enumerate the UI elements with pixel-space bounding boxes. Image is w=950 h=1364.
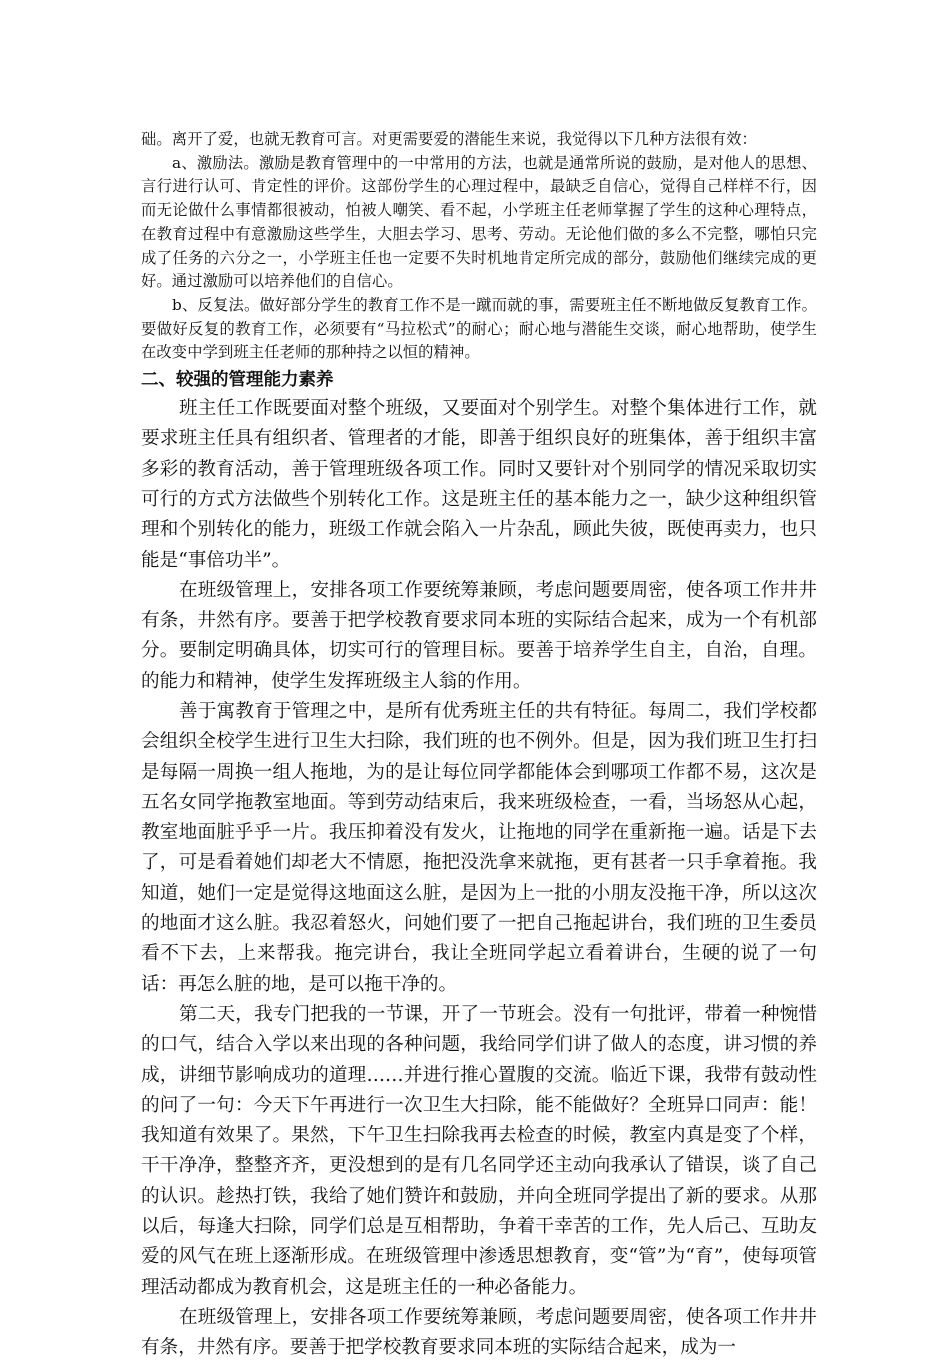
paragraph-method-a: a、激励法。激励是教育管理中的一中常用的方法，也就是通常所说的鼓励，是对他人的思想、言行进行认可、肯定性的评价。这部份学生的心理过程中，最缺乏自信心，觉得自己样样不行，因而无论做什么事情都很被动，怕被人嘲笑、看不起，小学班主任老师掌握了学生的这种心理特点，在教育过程中有意激励这些学生，大胆去学习、思考、劳动。无论他们做的多么不完整，哪怕只完成了任务的六分之一，小学班主任也一定要不失时机地肯定所完成的部分，鼓励他们继续完成的更好。通过激励可以培养他们的自信心。	[141, 153, 817, 291]
paragraph-method-b: b、反复法。做好部分学生的教育工作不是一蹴而就的事，需要班主任不断地做反复教育工作。要做好反复的教育工作，必须要有“马拉松式”的耐心；耐心地与潜能生交谈，耐心地帮助，使学生在改变中学到班主任老师的那种持之以恒的精神。	[141, 295, 817, 362]
paragraph-continuation: 础。离开了爱，也就无教育可言。对更需要爱的潜能生来说，我觉得以下几种方法很有效：	[141, 130, 757, 148]
paragraph-management-intro: 班主任工作既要面对整个班级，又要面对个别学生。对整个集体进行工作，就要求班主任具有组织者、管理者的才能，即善于组织良好的班集体，善于组织丰富多彩的教育活动，善于管理班级各项工作。同时又要针对个别同学的情况采取切实可行的方式方法做些个别转化工作。这是班主任的基本能力之一，缺少这种组织管理和个别转化的能力，班级工作就会陷入一片杂乱，顾此失彼，既使再卖力，也只能是“事倍功半”。	[141, 398, 817, 571]
paragraph-cleaning-story: 善于寓教育于管理之中，是所有优秀班主任的共有特征。每周二，我们学校都会组织全校学生进行卫生大扫除，我们班的也不例外。但是，因为我们班卫生打扫是每隔一周换一组人拖地，为的是让每位同学都能体会到哪项工作都不易，这次是五名女同学拖教室地面。等到劳动结束后，我来班级检查，一看，当场怒从心起，教室地面脏乎乎一片。我压抑着没有发火，让拖地的同学在重新拖一遍。话是下去了，可是看着她们却老大不情愿，拖把没洗拿来就拖，更有甚者一只手拿着拖。我知道，她们一定是觉得这地面这么脏，是因为上一批的小朋友没拖干净，所以这次的地面才这么脏。我忍着怒火，问她们要了一把自己拖起讲台，我们班的卫生委员看不下去，上来帮我。拖完讲台，我让全班同学起立看着讲台，生硬的说了一句话：再怎么脏的地，是可以拖干净的。	[141, 701, 817, 995]
section-heading: 二、较强的管理能力素养	[141, 370, 334, 391]
paragraph-class-meeting: 第二天，我专门把我的一节课，开了一节班会。没有一句批评，带着一种惋惜的口气，结合入学以来出现的各种问题，我给同学们讲了做人的态度，讲习惯的养成，讲细节影响成功的道理……并进行推心置腹的交流。临近下课，我带有鼓动性的问了一句：今天下午再进行一次卫生大扫除，能不能做好？全班异口同声：能！我知道有效果了。果然，下午卫生扫除我再去检查的时候，教室内真是变了个样，干干净净，整整齐齐，更没想到的是有几名同学还主动向我承认了错误，谈了自己的认识。趁热打铁，我给了她们赞许和鼓励，并向全班同学提出了新的要求。从那以后，每逢大扫除，同学们总是互相帮助，争着干幸苦的工作，先人后己、互助友爱的风气在班上逐渐形成。在班级管理中渗透思想教育，变“管”为“育”，使每项管理活动都成为教育机会，这是班主任的一种必备能力。	[141, 1003, 817, 1298]
document-body	[141, 128, 817, 1364]
paragraph-class-management-repeat: 在班级管理上，安排各项工作要统筹兼顾，考虑问题要周密，使各项工作井井有条，井然有序。要善于把学校教育要求同本班的实际结合起来，成为一	[141, 1306, 817, 1359]
paragraph-class-management: 在班级管理上，安排各项工作要统筹兼顾，考虑问题要周密，使各项工作井井有条，井然有序。要善于把学校教育要求同本班的实际结合起来，成为一个有机部分。要制定明确具体，切实可行的管理目标。要善于培养学生自主，自治，自理。的能力和精神，使学生发挥班级主人翁的作用。	[141, 579, 817, 692]
